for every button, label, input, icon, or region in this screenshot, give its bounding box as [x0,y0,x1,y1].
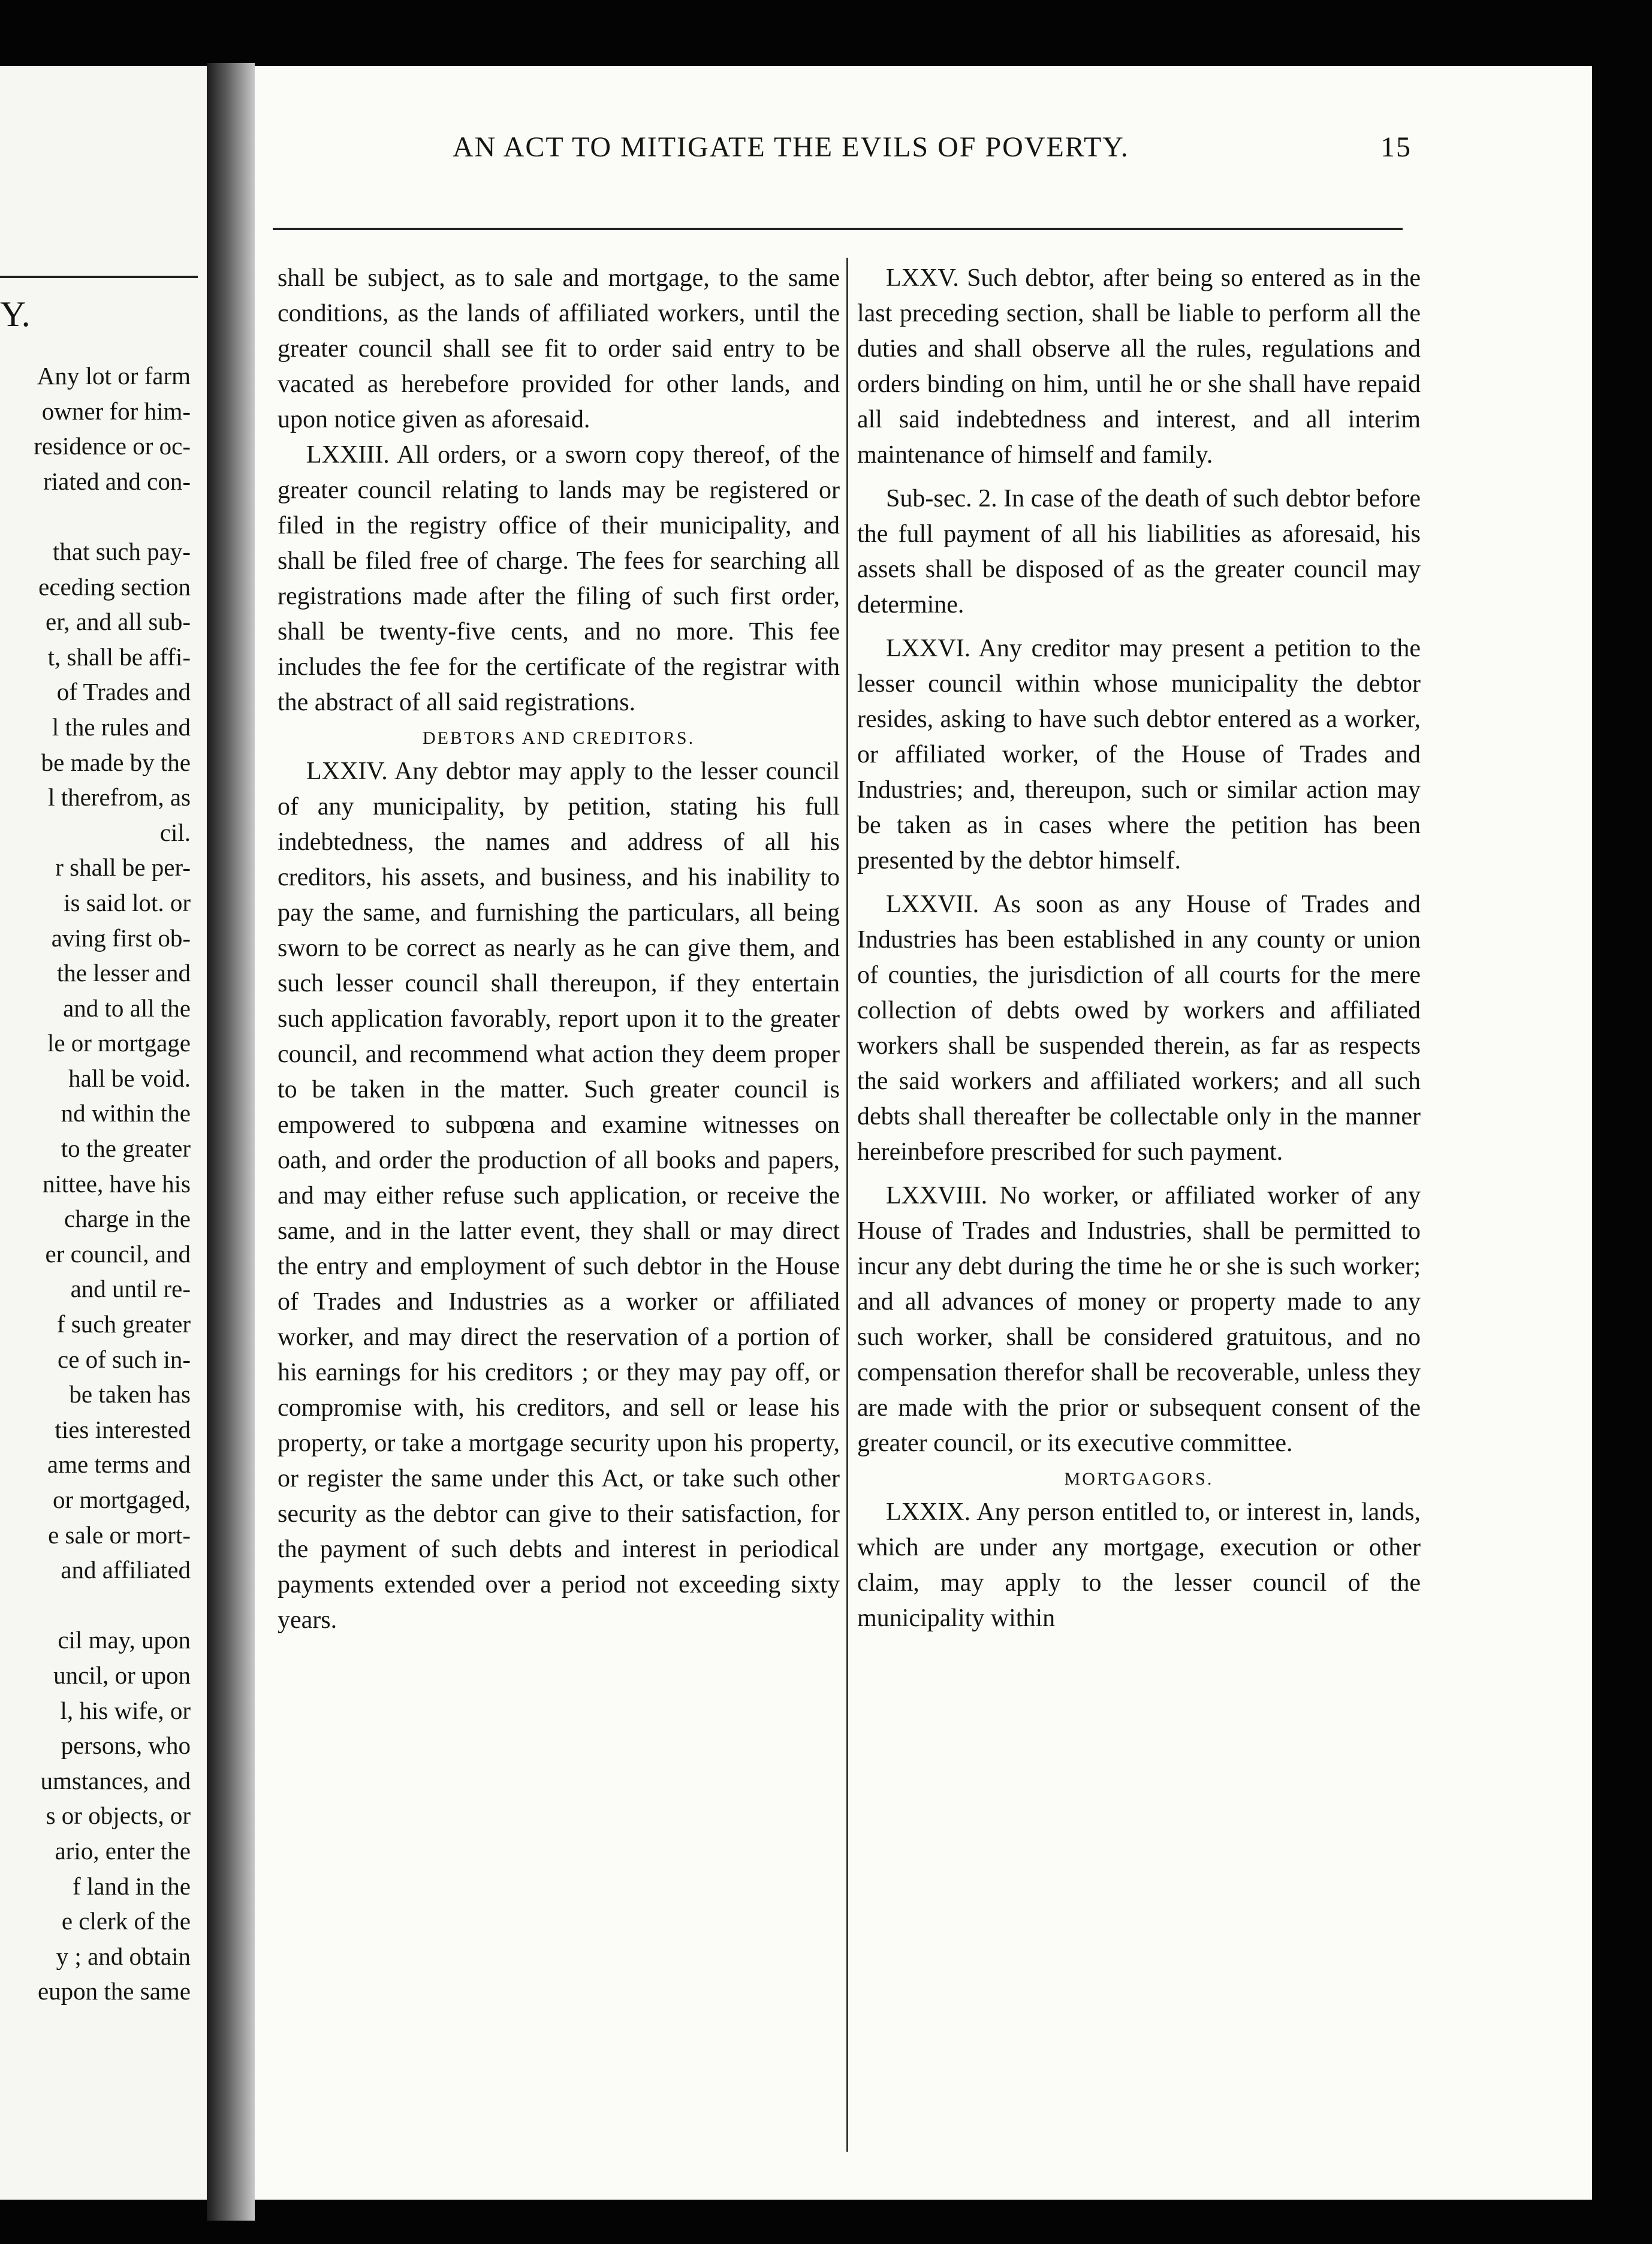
left-page-line: and until re- [70,1275,191,1303]
left-page-line: is said lot. or [64,888,191,916]
left-page-line: l the rules and [52,713,191,741]
column-divider [846,258,848,2152]
left-page-line: e sale or mort- [48,1521,191,1549]
section-heading-debtors: DEBTORS AND CREDITORS. [422,728,695,748]
left-page-line: hall be void. [68,1064,191,1092]
left-page-line: or mortgaged, [53,1486,191,1513]
left-page-line: eupon the same [37,1977,191,2005]
page-number: 15 [1380,131,1412,163]
left-page-line: er council, and [45,1239,191,1268]
section-lxxv-subsec-2: Sub-sec. 2. In case of the death of such debtor before the full payment of all his liabilities as aforesaid, his assets shall be disposed of as the greater council may determine. [857,485,1421,619]
header-rule [273,228,1403,230]
left-page-line: residence or oc- [34,432,191,460]
left-page-line: of Trades and [56,678,191,706]
left-page-line: cil. [159,818,191,846]
section-lxxvii: LXXVII. As soon as any House of Trades and Industries has been established in any county or union of counties, the jurisdiction of all courts for the mere collection of debts owed by workers and affiliated workers shall be suspended therein, as far as respects the said workers and affiliated workers; and all such debts shall thereafter be collectable only in the manner hereinbefore prescribed for such payment. [857,891,1421,1166]
section-lxxv: LXXV. Such debtor, after being so entered as in the last preceding section, shall be liable to perform all the duties and shall observe all the rules, regulations and orders binding on him, until he or she shall have repaid all said indebtedness and interest, and all interim maintenance of himself and family. [857,264,1421,469]
left-page-line: that such pay- [53,537,191,565]
section-lxxix: LXXIX. Any person entitled to, or interest in, lands, which are under any mortgage, execution or other claim, may apply to the lesser council of the municipality within [857,1498,1421,1632]
left-page-line: and affiliated [61,1556,191,1584]
running-title: AN ACT TO MITIGATE THE EVILS OF POVERTY. [453,131,1129,163]
left-page-line [0,499,191,534]
left-page-line: be taken has [69,1380,191,1408]
left-page-line: owner for him- [41,397,191,425]
left-page-line: ce of such in- [58,1345,191,1373]
left-page-line: charge in the [64,1205,191,1233]
left-page-line: to the greater [61,1135,191,1163]
book-gutter [207,63,255,2221]
left-page-line: l, his wife, or [60,1696,191,1724]
left-page-line: eceding section [38,572,191,601]
right-text-column [857,261,1421,1636]
left-page-line: t, shall be affi- [47,643,191,671]
left-page-line: the lesser and [56,959,191,987]
left-page-line: riated and con- [43,467,191,495]
left-page-line: er, and all sub- [46,608,191,636]
left-page-line: cil may, upon [58,1626,191,1654]
section-lxxiv: LXXIV. Any debtor may apply to the lesser council of any municipality, by petition, stating his full indebtedness, the names and address of all his creditors, his assets, and business, and his inability to pay the same, and furnishing the particulars, all being sworn to be correct as nearly as he can give them, and such lesser council shall thereupon, if they entertain such application favorably, report upon it to the greater council, and recommend what action they deem proper to be taken in the matter. Such greater council is empowered to subpœna and examine witnesses on oath, and order the production of all books and papers, and may either refuse such application, or receive the same, and in the latter event, they shall or may direct the entry and employment of such debtor in the House of Trades and Industries as a worker or affiliated worker, and may direct the reservation of a portion of his earnings for his creditors ; or they may pay off, or compromise with, his creditors, and sell or lease his property, or take a mortgage security upon his property, or register the same under this Act, or take such other security as the debtor can give to their satisfaction, for the payment of such debts and interest in periodical payments extended over a period not exceeding sixty years. [278,758,840,1634]
left-page-line: ties interested [55,1415,191,1443]
left-page-line: nd within the [61,1099,191,1127]
section-heading-mortgagors: MORTGAGORS. [1064,1469,1214,1489]
left-page [0,66,228,2200]
left-page-line: ame terms and [47,1450,191,1479]
left-page-line: r shall be per- [55,853,191,882]
left-page-line: le or mortgage [47,1029,191,1057]
section-lxxvi: LXXVI. Any creditor may present a petition to the lesser council within whose municipality the debtor resides, asking to have such debtor entered as a worker, or affiliated worker, of the House of Trades and Industries; and, thereupon, such or similar action may be taken as in cases where the petition has been presented by the debtor himself. [857,635,1421,874]
left-page-rule [0,276,198,278]
left-page-line: be made by the [41,748,191,776]
left-text-column [278,261,840,1638]
left-page-line: umstances, and [40,1766,191,1794]
left-page-line: Any lot or farm [37,362,191,390]
left-page-line: nittee, have his [42,1169,191,1198]
left-page-header-fragment: Y. [0,294,31,334]
left-page-line: y ; and obtain [56,1942,191,1970]
left-page-line: l therefrom, as [48,783,191,812]
page-header [195,126,1442,168]
left-page-line: ario, enter the [55,1836,191,1865]
paragraph-continuation: shall be subject, as to sale and mortgage, to the same conditions, as the lands of affiliated workers, until the greater council shall see fit to order said entry to be vacated as herebefore provided for other lands, and upon notice given as aforesaid. [278,264,840,433]
left-page-line: aving first ob- [51,924,191,952]
left-page-line: and to all the [63,994,191,1022]
left-page-line: persons, who [61,1732,191,1760]
section-lxxiii: LXXIII. All orders, or a sworn copy thereof, of the greater council relating to lands may be registered or filed in the registry office of their municipality, and shall be filed free of charge. The fees for searching all registrations made after the filing of such first order, shall be twenty-five cents, and no more. This fee includes the fee for the certificate of the registrar with the abstract of all said registrations. [278,441,840,716]
left-page-line: uncil, or upon [53,1661,191,1689]
left-page-line: f such greater [56,1310,191,1338]
left-page-line [0,1588,191,1623]
section-lxxviii: LXXVIII. No worker, or affiliated worker of any House of Trades and Industries, shall be permitted to incur any debt during the time he or she is such worker; and all advances of money or property made to any such worker, shall be considered gratuitous, and no compensation therefor shall be recoverable, unless they are made with the prior or subsequent consent of the greater council, or its executive committee. [857,1182,1421,1457]
left-page-line: s or objects, or [46,1802,191,1830]
left-page-text [0,358,191,2009]
left-page-line: f land in the [73,1872,191,1900]
left-page-line: e clerk of the [61,1907,191,1935]
